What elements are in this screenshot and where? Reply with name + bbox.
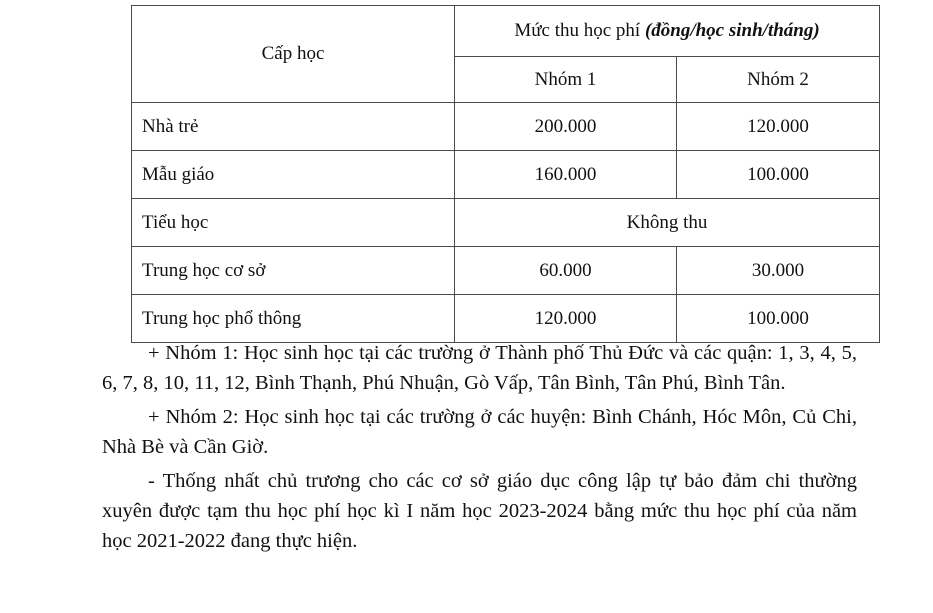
tuition-fee-unit: (đồng/học sinh/tháng)	[644, 20, 820, 42]
cell-education-level: Trung học cơ sở	[132, 247, 455, 295]
note-policy: - Thống nhất chủ trương cho các cơ sở giáo dục công lập tự bảo đảm chi thường xuyên được tạm thu học phí học kì I năm học 2023-2024 bằng mức thu học phí của năm học 2021-2022 đang thực hiện.	[102, 470, 857, 552]
note-group-2: + Nhóm 2: Học sinh học tại các trường ở các huyện: Bình Chánh, Hóc Môn, Củ Chi, Nhà Bè và Cần Giờ.	[102, 406, 857, 458]
column-header-group-1: Nhóm 1	[455, 57, 677, 103]
table-header	[132, 6, 880, 103]
cell-fee-merged: Không thu	[455, 199, 880, 247]
cell-fee-group-1: 60.000	[455, 247, 677, 295]
cell-education-level: Mẫu giáo	[132, 151, 455, 199]
cell-education-level: Trung học phổ thông	[132, 295, 455, 343]
table-header-row-primary	[132, 6, 880, 57]
table-row	[132, 295, 880, 343]
table-row	[132, 247, 880, 295]
cell-fee-group-2: 120.000	[677, 103, 880, 151]
table-body	[132, 103, 880, 343]
table-row	[132, 103, 880, 151]
cell-fee-group-2: 100.000	[677, 151, 880, 199]
cell-fee-group-1: 120.000	[455, 295, 677, 343]
table-row	[132, 151, 880, 199]
cell-fee-group-1: 160.000	[455, 151, 677, 199]
note-group-1: + Nhóm 1: Học sinh học tại các trường ở Thành phố Thủ Đức và các quận: 1, 3, 4, 5, 6, 7, 8, 10, 11, 12, Bình Thạnh, Phú Nhuận, Gò Vấp, Tân Bình, Tân Phú, Bình Tân.	[102, 342, 857, 394]
column-header-tuition-fee	[455, 6, 880, 57]
cell-education-level: Nhà trẻ	[132, 103, 455, 151]
tuition-fee-table	[131, 5, 880, 343]
cell-fee-group-1: 200.000	[455, 103, 677, 151]
table-row	[132, 199, 880, 247]
column-header-education-level: Cấp học	[132, 6, 455, 103]
tuition-fee-title: Mức thu học phí	[514, 20, 645, 42]
cell-education-level: Tiểu học	[132, 199, 455, 247]
notes-section	[102, 338, 857, 556]
column-header-group-2: Nhóm 2	[677, 57, 880, 103]
cell-fee-group-2: 100.000	[677, 295, 880, 343]
tuition-fee-table-container	[131, 5, 879, 343]
cell-fee-group-2: 30.000	[677, 247, 880, 295]
